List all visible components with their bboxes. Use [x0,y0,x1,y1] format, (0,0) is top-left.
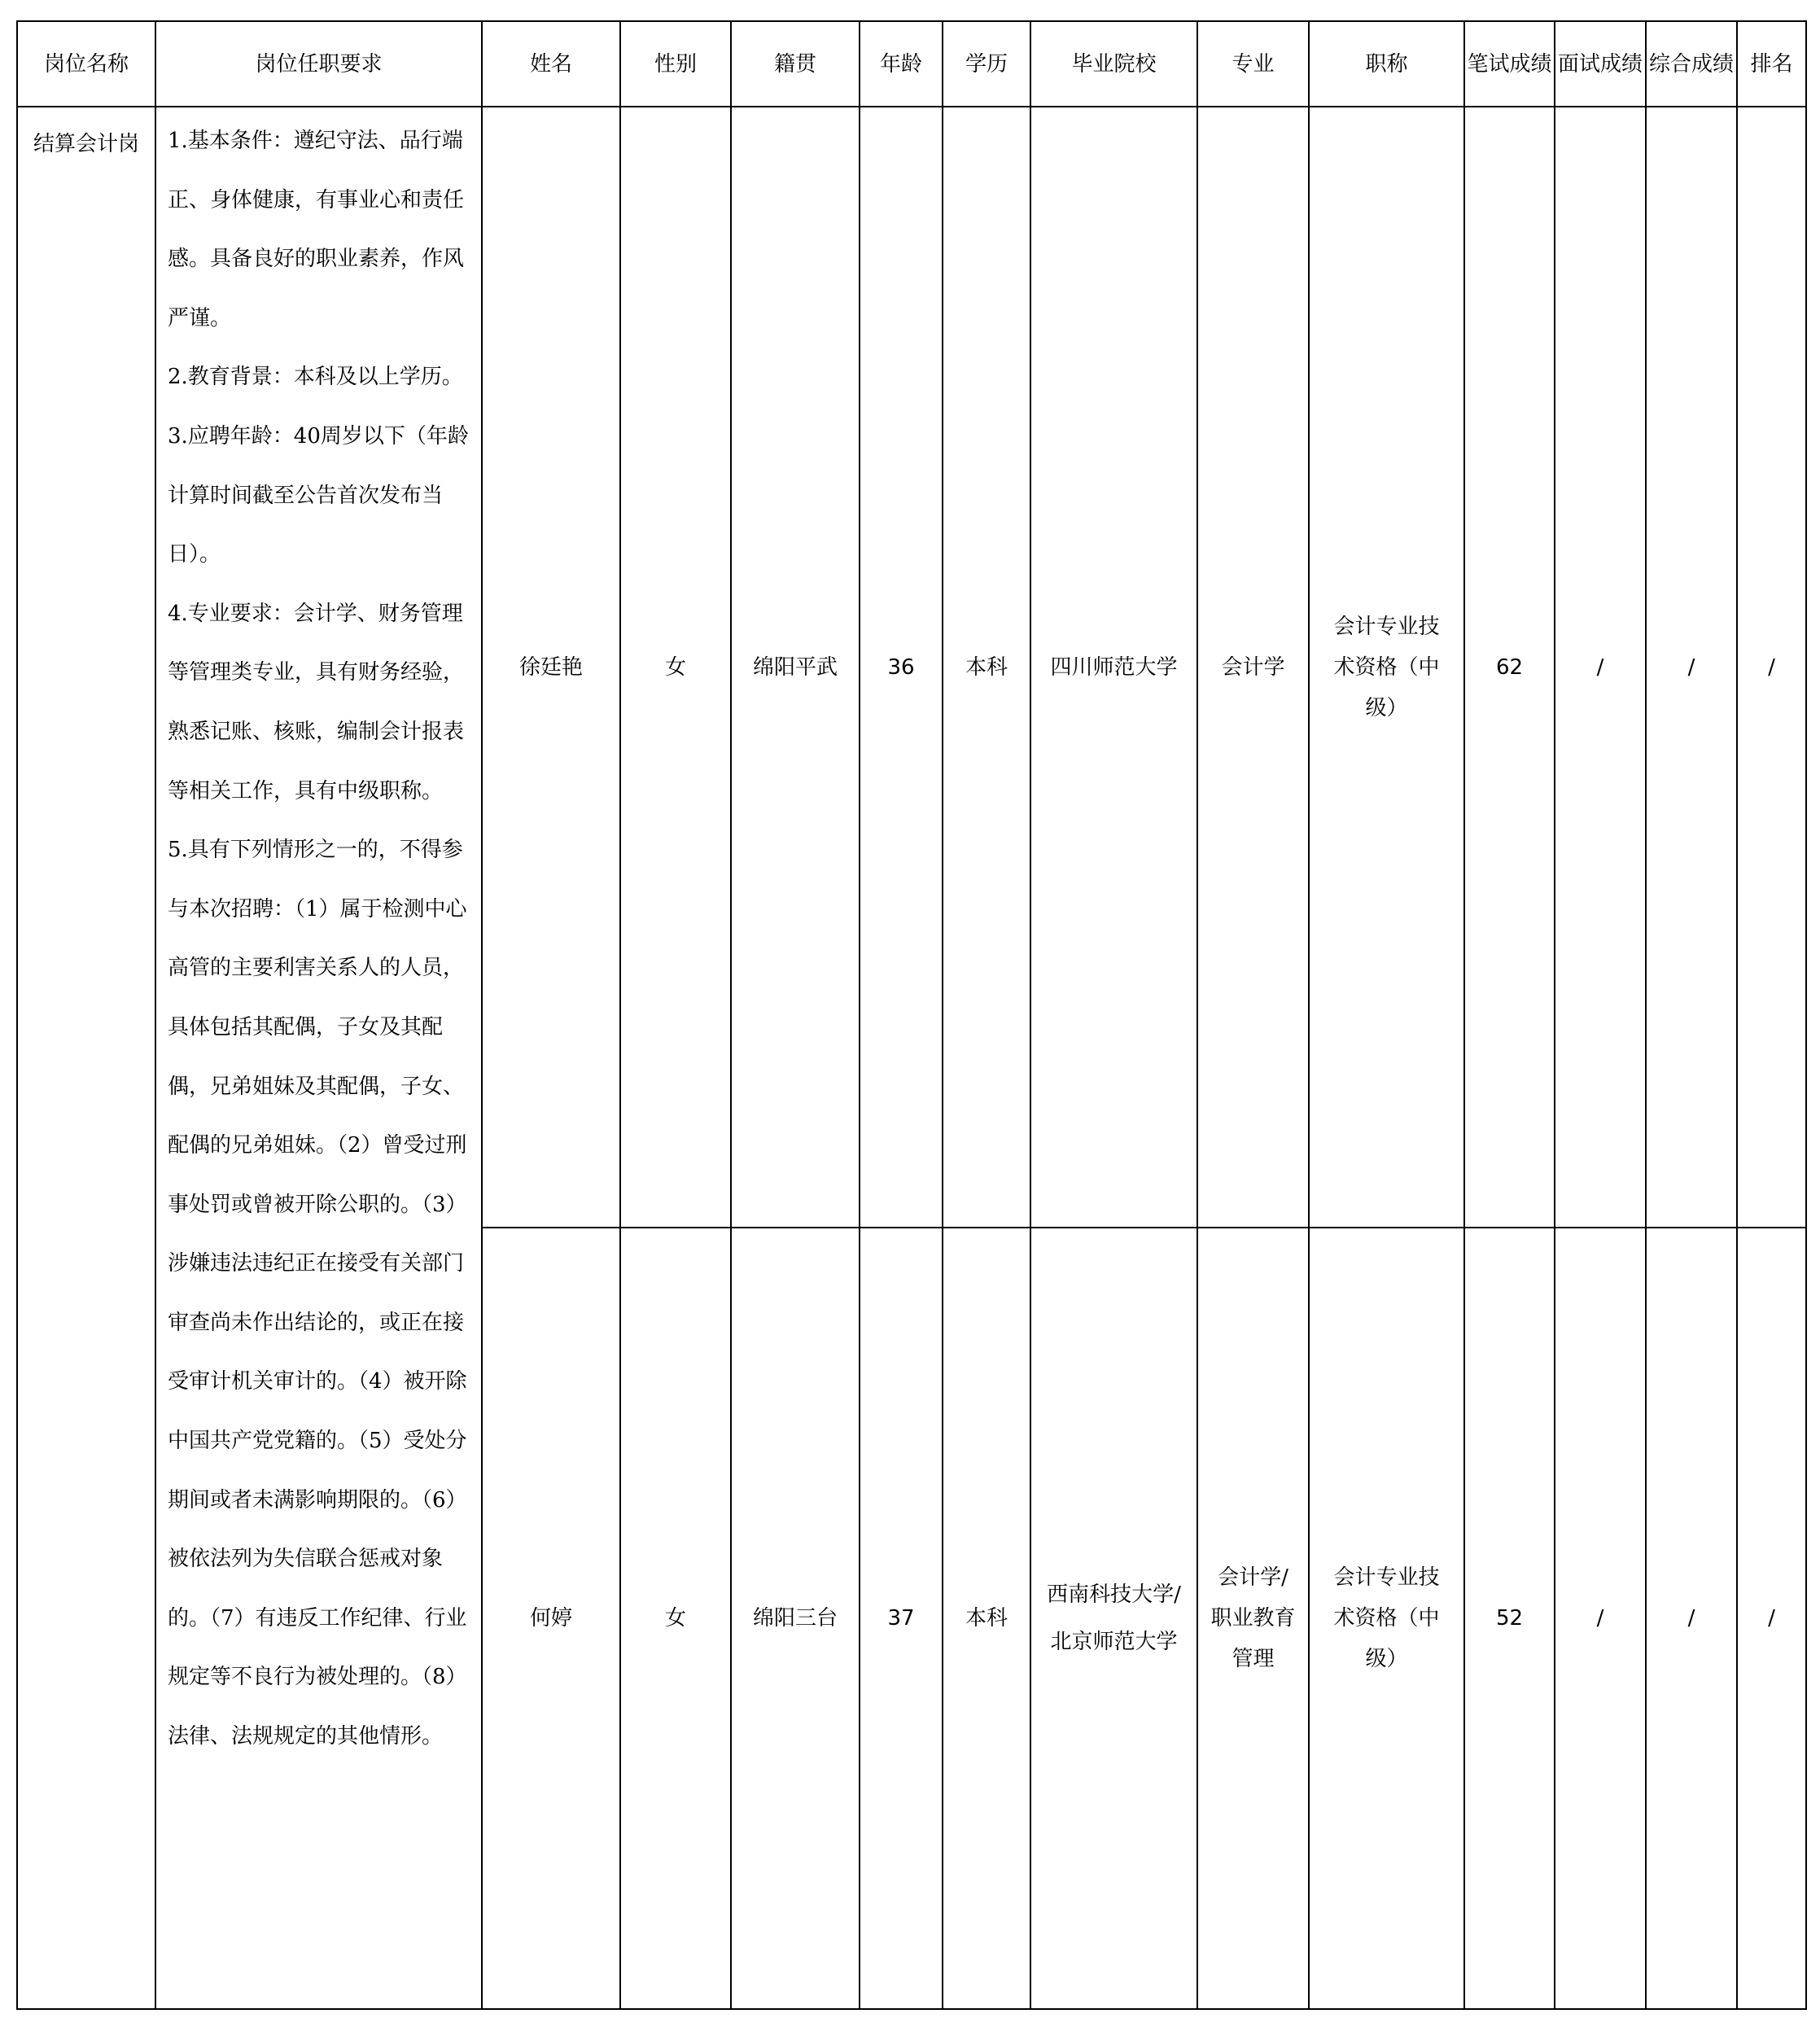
candidate-total-score: / [1646,1228,1737,2009]
candidate-interview-score: / [1555,107,1646,1228]
post-name: 结算会计岗 [17,107,155,2009]
requirements-cell [155,107,482,2009]
header-total-score: 综合成绩 [1646,21,1737,107]
candidate-hometown: 绵阳平武 [731,107,860,1228]
candidate-written-score: 52 [1464,1228,1555,2009]
candidate-written-score: 62 [1464,107,1555,1228]
candidate-school: 西南科技大学/北京师范大学 [1030,1228,1197,2009]
candidate-name: 何婷 [482,1228,620,2009]
candidate-age: 36 [860,107,943,1228]
candidate-rank: / [1737,107,1806,1228]
candidate-age: 37 [860,1228,943,2009]
candidate-table [16,20,1807,2010]
header-name: 姓名 [482,21,620,107]
requirement-item: 2.教育背景：本科及以上学历。 [168,365,463,390]
candidate-school: 四川师范大学 [1030,107,1197,1228]
candidate-gender: 女 [620,107,731,1228]
candidate-major: 会计学 [1197,107,1309,1228]
header-interview-score: 面试成绩 [1555,21,1646,107]
candidate-major: 会计学/职业教育管理 [1197,1228,1309,2009]
candidate-education: 本科 [943,107,1030,1228]
header-requirements: 岗位任职要求 [155,21,482,107]
header-major: 专业 [1197,21,1309,107]
header-education: 学历 [943,21,1030,107]
header-row [17,21,1806,107]
header-rank: 排名 [1737,21,1806,107]
header-written-score: 笔试成绩 [1464,21,1555,107]
candidate-gender: 女 [620,1228,731,2009]
candidate-interview-score: / [1555,1228,1646,2009]
table-row [17,107,1806,1228]
requirement-item: 1.基本条件：遵纪守法、品行端正、身体健康，有事业心和责任感。具备良好的职业素养，作风严谨。 [168,129,465,330]
requirement-item: 5.具有下列情形之一的，不得参与本次招聘：（1）属于检测中心高管的主要利害关系人的人员，具体包括其配偶，子女及其配偶，兄弟姐妹及其配偶，子女、配偶的兄弟姐妹。（2）曾受过刑事处罚或曾被开除公职的。（3）涉嫌违法违纪正在接受有关部门审查尚未作出结论的，或正在接受审计机关审计的。（4）被开除中国共产党党籍的。（5）受处分期间或者未满影响期限的。（6）被依法列为失信联合惩戒对象的。（7）有违反工作纪律、行业规定等不良行为被处理的。（8）法律、法规规定的其他情形。 [168,838,467,1749]
candidate-total-score: / [1646,107,1737,1228]
header-gender: 性别 [620,21,731,107]
candidate-education: 本科 [943,1228,1030,2009]
candidate-name: 徐廷艳 [482,107,620,1228]
header-post: 岗位名称 [17,21,155,107]
header-hometown: 籍贯 [731,21,860,107]
header-title: 职称 [1309,21,1464,107]
header-school: 毕业院校 [1030,21,1197,107]
candidate-hometown: 绵阳三台 [731,1228,860,2009]
candidate-title: 会计专业技术资格（中级） [1309,1228,1464,2009]
candidate-rank: / [1737,1228,1806,2009]
candidate-title: 会计专业技术资格（中级） [1309,107,1464,1228]
header-age: 年龄 [860,21,943,107]
requirement-item: 3.应聘年龄：40周岁以下（年龄计算时间截至公告首次发布当日）。 [168,423,469,567]
requirement-item: 4.专业要求：会计学、财务管理等管理类专业，具有财务经验，熟悉记账、核账，编制会计报表等相关工作，具有中级职称。 [168,601,465,803]
